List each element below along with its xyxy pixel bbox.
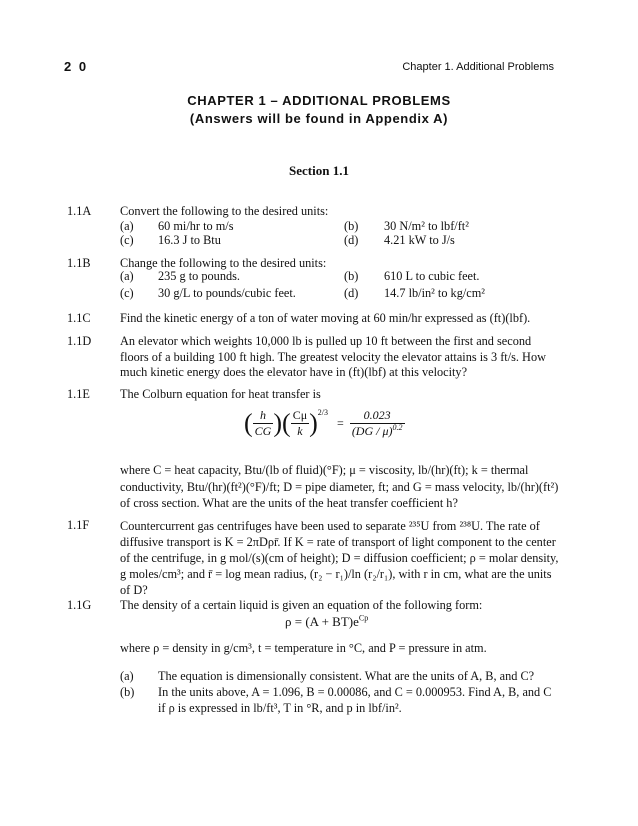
problem-text: where ρ = density in g/cm³, t = temperature in °C, and P = pressure in atm. — [120, 641, 487, 655]
eq-denominator: k — [297, 424, 303, 438]
item-label: (a) — [120, 669, 134, 683]
eq-numerator: Cμ — [292, 408, 308, 422]
eq-exponent: 0.2 — [392, 423, 403, 432]
problem-text: Find the kinetic energy of a ton of water moving at 60 min/hr expressed as (ft)(lbf). — [120, 311, 531, 325]
eq-main: ρ = (A + BT)e — [285, 614, 359, 629]
problem-number: 1.1F — [67, 518, 90, 532]
item-text: 4.21 kW to J/s — [384, 233, 455, 247]
eq-equals: = — [337, 416, 344, 430]
running-header: Chapter 1. Additional Problems — [402, 61, 554, 73]
item-text: 235 g to pounds. — [158, 269, 240, 283]
problem-number: 1.1G — [67, 598, 92, 612]
item-text: 60 mi/hr to m/s — [158, 219, 234, 233]
eq-numerator: 0.023 — [350, 408, 405, 424]
problem-number: 1.1D — [67, 334, 92, 348]
item-label: (d) — [344, 286, 359, 300]
problem-text: where C = heat capacity, Btu/(lb of fluid)(°F); μ = viscosity, lb/(hr)(ft); k = thermal conductivity, Btu/(hr)(ft²)(°F)/ft; D = pipe diameter, ft; and G = mass velocity, lb/(hr)(ft²) of cross section. What are the units of the heat transfer coefficient h? — [120, 463, 559, 510]
problem-text: Countercurrent gas centrifuges have been used to separate ²³⁵U from ²³⁸U. The rate of diffusive transport is K = 2πDρr̄. If K = rate of transport of light component to the center of the centrifuge, in g mol/(s)(cm of height); D = diffusion coefficient; ρ = molar density, g moles/cm³; and r̄ = log mean radius, (r₂ − r₁)/ln (r₂/r₁), with r in cm, what are the units of D? — [120, 519, 559, 597]
item-text: 30 N/m² to lbf/ft² — [384, 219, 469, 233]
item-label: (a) — [120, 219, 134, 233]
problem-text: An elevator which weights 10,000 lb is pulled up 10 ft between the first and second floors of a building 100 ft high. The greatest velocity the elevator attains is 3 ft/s. How much kinetic energy does the elevator have in (ft)(lbf) at this velocity? — [120, 334, 546, 379]
item-label: (c) — [120, 233, 134, 247]
section-heading: Section 1.1 — [289, 163, 349, 178]
item-label: (b) — [344, 269, 359, 283]
item-label: (b) — [344, 219, 359, 233]
chapter-subtitle: (Answers will be found in Appendix A) — [189, 111, 449, 126]
problem-number: 1.1C — [67, 311, 91, 325]
eq-exponent: 2/3 — [317, 408, 329, 417]
page-number: 2 0 — [64, 59, 89, 74]
item-label: (c) — [120, 286, 134, 300]
eq-exponent: Cp — [358, 613, 369, 623]
item-text: 30 g/L to pounds/cubic feet. — [158, 286, 296, 300]
problem-number: 1.1A — [67, 204, 92, 218]
item-label: (d) — [344, 233, 359, 247]
problem-text: Convert the following to the desired units: — [120, 204, 329, 218]
density-equation — [285, 614, 368, 630]
eq-denominator: CG — [254, 424, 272, 438]
item-label: (b) — [120, 685, 135, 699]
eq-denominator: (DG / μ) — [351, 424, 393, 438]
problem-text: The density of a certain liquid is given an equation of the following form: — [120, 598, 483, 612]
item-text: The equation is dimensionally consistent. What are the units of A, B, and C? — [158, 669, 535, 683]
problem-text: Change the following to the desired units: — [120, 256, 327, 270]
item-text: 14.7 lb/in² to kg/cm² — [384, 286, 485, 300]
chapter-title: CHAPTER 1 – ADDITIONAL PROBLEMS — [187, 93, 451, 108]
colburn-equation: ( $\frac{h}{CG}$ )( $\frac{C\mu}{k}$ )$^{2/3}$ = $\frac{0.023}{(DG / \mu)^{0.2}}$ — [244, 408, 403, 438]
item-text: 16.3 J to Btu — [158, 233, 221, 247]
problem-number: 1.1B — [67, 256, 91, 270]
item-label: (a) — [120, 269, 134, 283]
item-text: 610 L to cubic feet. — [384, 269, 480, 283]
eq-numerator: h — [253, 408, 274, 424]
item-text: In the units above, A = 1.096, B = 0.00086, and C = 0.000953. Find A, B, and C if ρ is expressed in lb/ft³, T in °R, and p in lbf/in². — [158, 685, 552, 715]
problem-text: The Colburn equation for heat transfer is — [120, 387, 321, 401]
problem-number: 1.1E — [67, 387, 90, 401]
